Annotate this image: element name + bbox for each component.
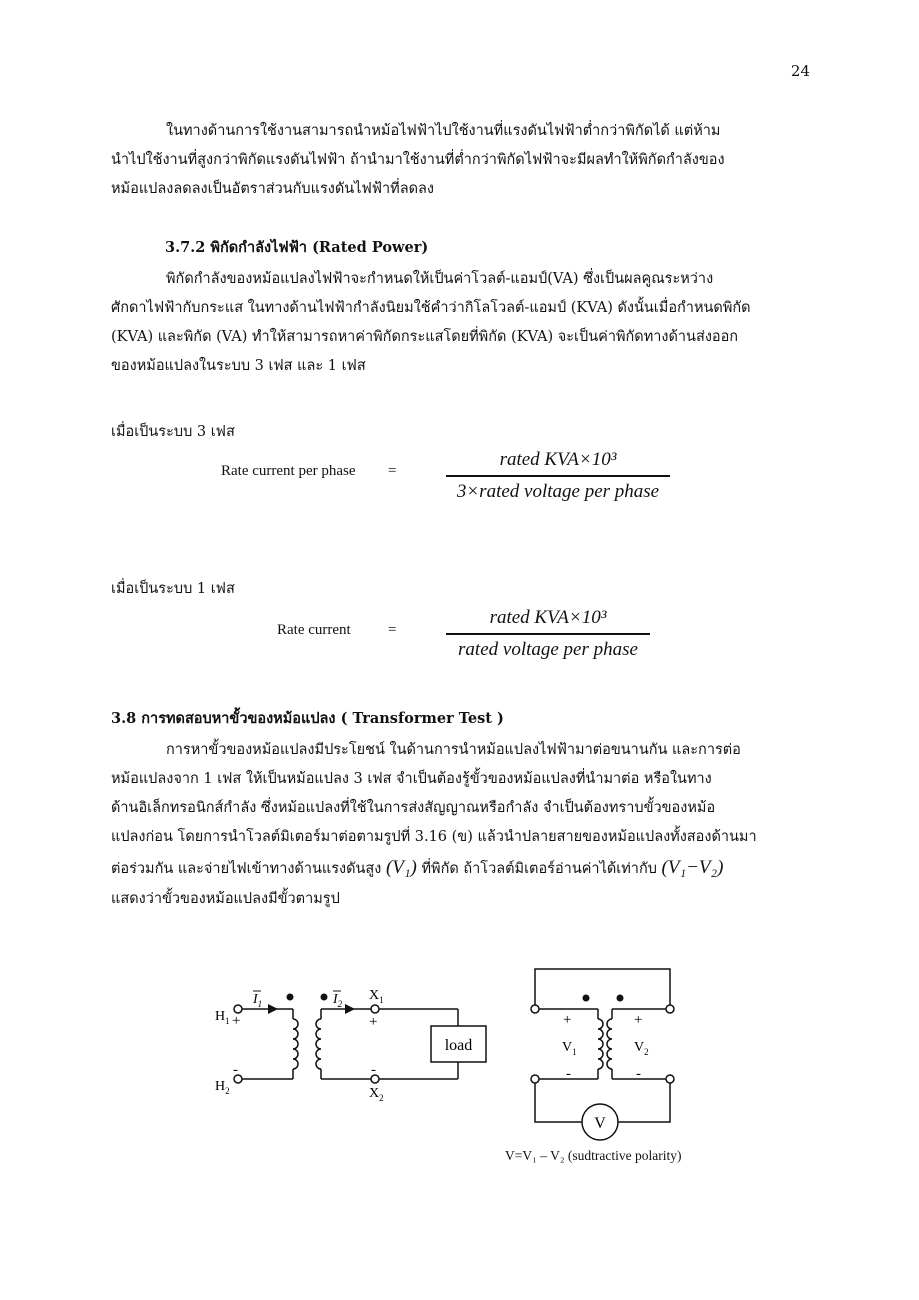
label-i1: $I_1$	[253, 992, 263, 1009]
polarity-dot	[617, 995, 624, 1002]
text-line: หม้อแปลงจาก 1 เฟส ให้เป็นหม้อแปลง 3 เฟส จำเป็นต้องรู้ขั้วของหม้อแปลงที่นำมาต่อ หรือในทาง	[111, 771, 712, 787]
voltmeter-label: V	[594, 1115, 606, 1132]
polarity-dot	[583, 995, 590, 1002]
label-v1: $V_1$	[562, 1040, 577, 1057]
meter-lead-right	[618, 1083, 670, 1122]
eq1-equals: =	[388, 463, 397, 479]
eq1-numerator: rated KVA×10³	[499, 449, 617, 470]
eq2-numerator: rated KVA×10³	[489, 607, 607, 628]
one-phase-label: เมื่อเป็นระบบ 1 เฟส	[111, 581, 235, 597]
eq2-lhs: Rate current	[277, 622, 351, 638]
label-i2: $I_2$	[333, 992, 343, 1009]
eq1-denominator: 3×rated voltage per phase	[456, 480, 660, 502]
text-line: ของหม้อแปลงในระบบ 3 เฟส และ 1 เฟส	[111, 358, 366, 374]
primary-coil	[293, 1019, 298, 1069]
eq2-denominator: rated voltage per phase	[458, 638, 638, 660]
eq1-lhs: Rate current per phase	[221, 463, 356, 479]
plus-sign: +	[563, 1012, 572, 1028]
text-span: ที่พิกัด ถ้าโวลต์มิเตอร์อ่านค่าได้เท่ากับ	[421, 861, 657, 877]
label-h2: $H_2$	[215, 1079, 230, 1096]
terminal	[666, 1075, 674, 1083]
current-arrow-i2	[345, 1004, 355, 1014]
plus-sign: +	[232, 1013, 241, 1029]
terminal	[531, 1075, 539, 1083]
hv-coil	[598, 1019, 603, 1069]
terminal	[666, 1005, 674, 1013]
text-line: (KVA) และพิกัด (VA) ทำให้สามารถหาค่าพิกัดกระแสโดยที่พิกัด (KVA) จะเป็นค่าพิกัดทางด้านส่งออก	[111, 329, 739, 345]
current-arrow-i1	[268, 1004, 278, 1014]
secondary-coil	[316, 1019, 321, 1069]
text-line: แปลงก่อน โดยการนำโวลต์มิเตอร์มาต่อตามรูปที่ 3.16 (ข) แล้วนำปลายสายของหม้อแปลงทั้งสองด้านมา	[111, 829, 757, 845]
math-v1-minus-v2: (V₁−V₂)	[661, 857, 724, 878]
lv-coil	[607, 1019, 612, 1069]
math-v1: (V₁)	[385, 857, 417, 878]
minus-sign: -	[371, 1062, 376, 1078]
minus-sign: -	[233, 1062, 238, 1078]
label-v2: $V_2$	[634, 1040, 649, 1057]
polarity-dot	[287, 994, 294, 1001]
page-number: 24	[790, 62, 810, 80]
label-x1: $X_1$	[369, 988, 384, 1005]
text-line: การหาขั้วของหม้อแปลงมีประโยชน์ ในด้านการนำหม้อแปลงไฟฟ้ามาต่อขนานกัน และการต่อ	[166, 742, 741, 758]
text-line: หม้อแปลงลดลงเป็นอัตราส่วนกับแรงดันไฟฟ้าที่ลดลง	[111, 181, 434, 197]
text-line: ศักดาไฟฟ้ากับกระแส ในทางด้านไฟฟ้ากำลังนิยมใช้คำว่ากิโลโวลต์-แอมป์ (KVA) ดังนั้นเมื่อกำหนดพิกัด	[111, 300, 751, 316]
text-line: ในทางด้านการใช้งานสามารถนำหม้อไฟฟ้าไปใช้งานที่แรงดันไฟฟ้าต่ำกว่าพิกัดได้ แต่ห้าม	[166, 123, 721, 139]
section-heading-3-8: 3.8 การทดสอบหาขั้วของหม้อแปลง ( Transformer Test )	[111, 710, 504, 727]
minus-sign: -	[636, 1066, 641, 1082]
text-line: นำไปใช้งานที่สูงกว่าพิกัดแรงดันไฟฟ้า ถ้านำมาใช้งานที่ต่ำกว่าพิกัดไฟฟ้าจะมีผลทำให้พิกัดกำลังของ	[111, 152, 725, 168]
plus-sign: +	[369, 1014, 378, 1030]
text-span: ต่อร่วมกัน และจ่ายไฟเข้าทางด้านแรงดันสูง	[111, 861, 382, 877]
text-line: แสดงว่าขั้วของหม้อแปลงมีขั้วตามรูป	[111, 891, 340, 907]
eq2-equals: =	[388, 622, 397, 638]
top-jumper	[535, 969, 670, 1009]
label-x2: $X_2$	[369, 1086, 384, 1103]
terminal-x1	[371, 1005, 379, 1013]
section-heading-3-7-2: 3.7.2 พิกัดกำลังไฟฟ้า (Rated Power)	[165, 239, 429, 256]
text-line: ด้านอิเล็กทรอนิกส์กำลัง ซึ่งหม้อแปลงที่ใช้ในการส่งสัญญาณหรือกำลัง จำเป็นต้องทราบขั้วของหม้อ	[111, 800, 716, 816]
polarity-dot	[321, 994, 328, 1001]
text-line: พิกัดกำลังของหม้อแปลงไฟฟ้าจะกำหนดให้เป็นค่าโวลต์-แอมป์(VA) ซึ่งเป็นผลคูณระหว่าง	[166, 271, 714, 287]
three-phase-label: เมื่อเป็นระบบ 3 เฟส	[111, 424, 235, 440]
plus-sign: +	[634, 1012, 643, 1028]
label-h1: $H_1$	[215, 1009, 230, 1026]
load-label: load	[444, 1037, 473, 1054]
meter-lead-left	[535, 1083, 582, 1122]
figure-caption: V=V₁ – V₂ (sudtractive polarity)	[505, 1148, 682, 1163]
terminal	[531, 1005, 539, 1013]
terminal-h1	[234, 1005, 242, 1013]
minus-sign: -	[566, 1066, 571, 1082]
